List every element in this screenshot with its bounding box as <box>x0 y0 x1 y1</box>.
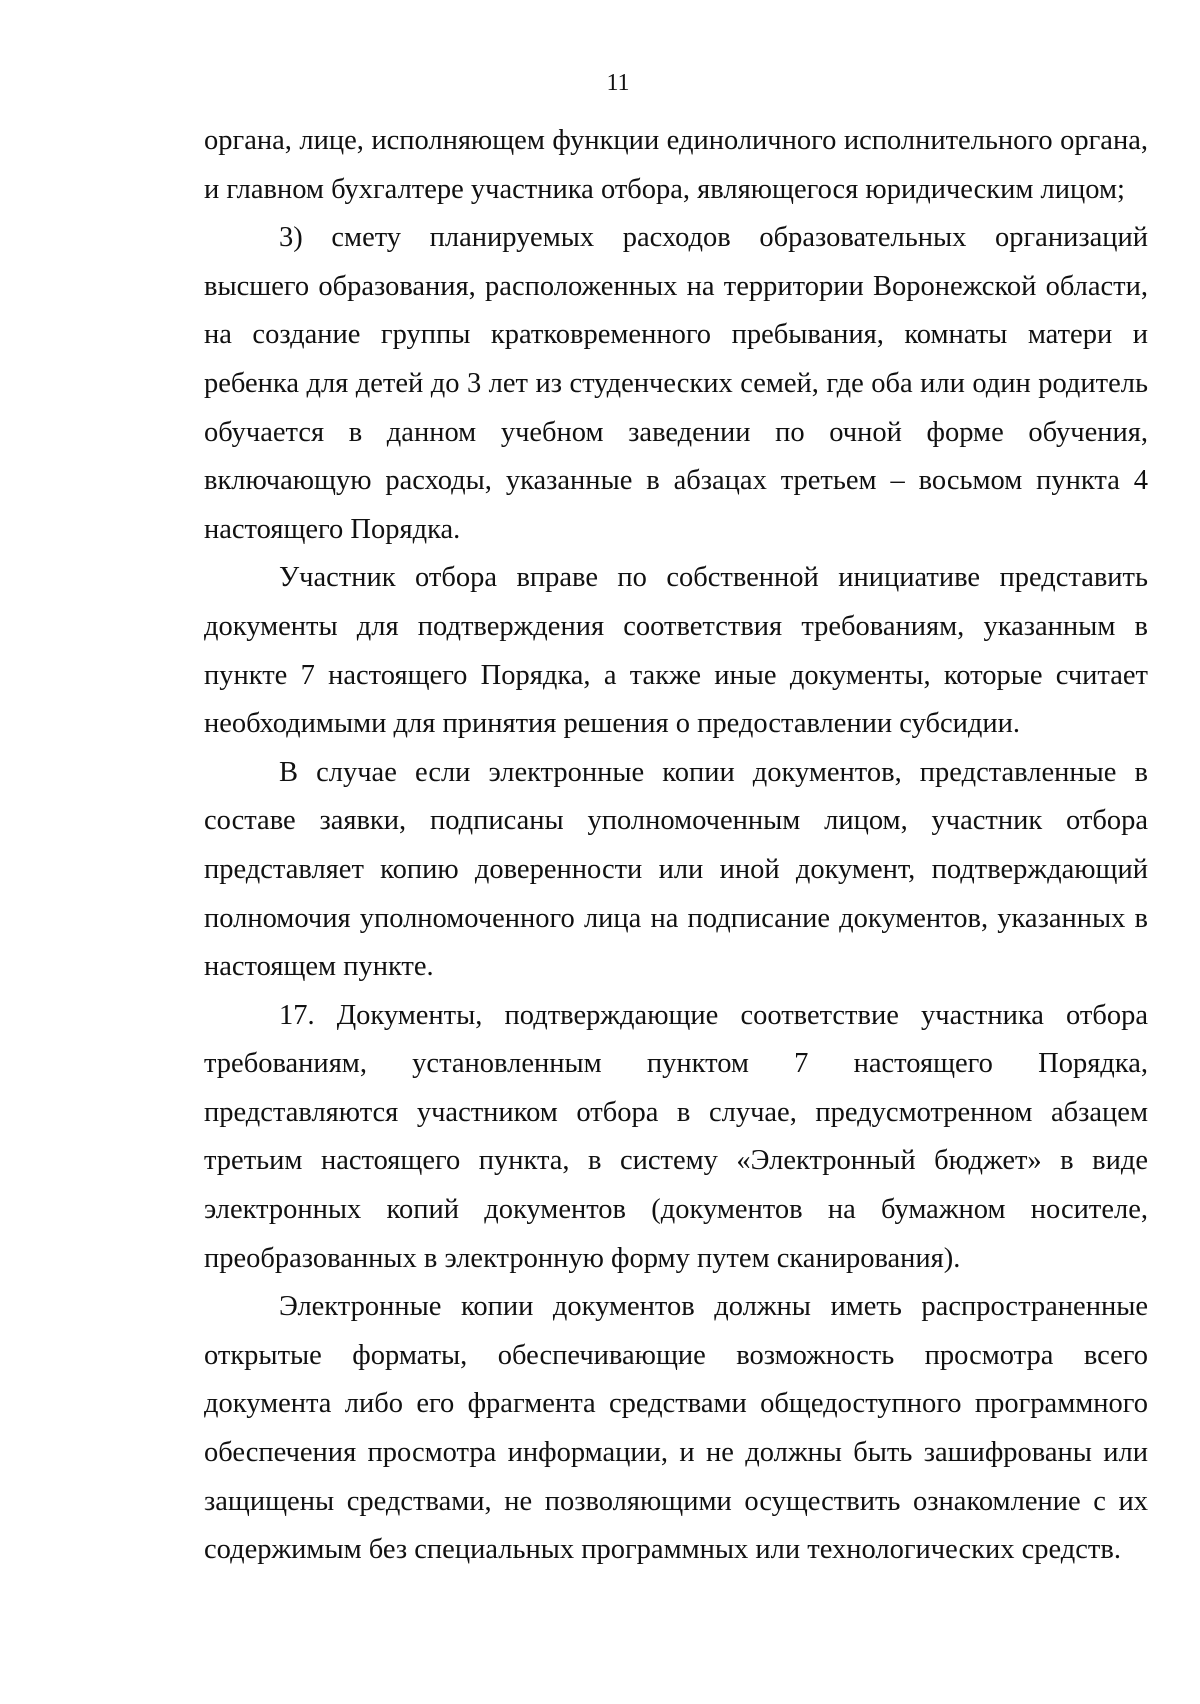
paragraph-item-17: 17. Документы, подтверждающие соответствие участника отбора требованиям, установленным пунктом 7 настоящего Порядка, представляются участником отбора в случае, предусмотренном абзацем третьим настоящего пункта, в систему «Электронный бюджет» в виде электронных копий документов (документов на бумажном носителе, преобразованных в электронную форму путем сканирования). <box>204 999 1148 1274</box>
document-body <box>204 117 1148 1575</box>
paragraph-authorized-person: В случае если электронные копии документов, представленные в составе заявки, подписаны уполномоченным лицом, участник отбора представляет копию доверенности или иной документ, подтверждающий полномочия уполномоченного лица на подписание документов, указанных в настоящем пункте. <box>204 756 1148 983</box>
paragraph-continuation: органа, лице, исполняющем функции единоличного исполнительного органа, и главном бухгалтере участника отбора, являющегося юридическим лицом; <box>204 125 1148 205</box>
paragraph-item-3: 3) смету планируемых расходов образовательных организаций высшего образования, расположенных на территории Воронежской области, на создание группы кратковременного пребывания, комнаты матери и ребенка для детей до 3 лет из студенческих семей, где оба или один родитель обучается в данном учебном заведении по очной форме обучения, включающую расходы, указанные в абзацах третьем – восьмом пункта 4 настоящего Порядка. <box>204 222 1148 545</box>
page-number: 11 <box>606 70 630 96</box>
paragraph-electronic-copies: Электронные копии документов должны иметь распространенные открытые форматы, обеспечивающие возможность просмотра всего документа либо его фрагмента средствами общедоступного программного обеспечения просмотра информации, и не должны быть зашифрованы или защищены средствами, не позволяющими осуществить ознакомление с их содержимым без специальных программных или технологических средств. <box>204 1291 1148 1566</box>
paragraph-initiative: Участник отбора вправе по собственной инициативе представить документы для подтверждения соответствия требованиям, указанным в пункте 7 настоящего Порядка, а также иные документы, которые считает необходимыми для принятия решения о предоставлении субсидии. <box>204 562 1148 740</box>
